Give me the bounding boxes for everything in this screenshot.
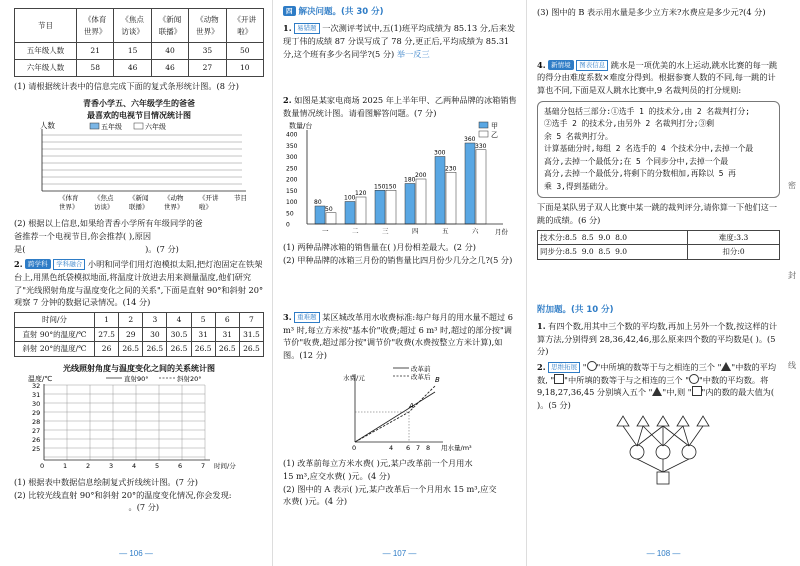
circle-node xyxy=(656,445,670,459)
e1-number: 1. xyxy=(537,320,546,331)
legend-oblique: 斜射20° xyxy=(177,375,202,384)
chart2-ylabel: 温度/℃ xyxy=(28,375,53,384)
bar-乙 xyxy=(386,190,396,224)
bar-乙 xyxy=(446,172,456,224)
bar-甲 xyxy=(345,201,355,224)
ytick: 400 xyxy=(286,131,298,139)
table-cell: 31 xyxy=(215,327,239,342)
chart1-xlabel: 世界》 xyxy=(164,203,184,212)
ytick: 150 xyxy=(286,187,298,195)
square-icon xyxy=(692,386,702,396)
xtick: 4 xyxy=(389,443,394,452)
xtick: 0 xyxy=(352,443,357,452)
bar-乙 xyxy=(326,212,336,223)
chart1-title xyxy=(14,97,264,122)
program-cell: 《开讲 啦》 xyxy=(226,9,263,43)
category-label: 六 xyxy=(472,226,479,235)
chart1-xlabel: 啦》 xyxy=(199,203,212,212)
xtick: 3 xyxy=(109,462,114,471)
q3-number: 3. xyxy=(283,311,292,322)
q1-2-line: 是( )。(7 分) xyxy=(14,243,179,254)
triangle-node xyxy=(677,416,689,426)
q2-text: 如图是某家电商场 2025 年上半年甲、乙两种品牌的冰箱销售数量情况统计图。请看图解答问题。(7 分) xyxy=(283,95,517,118)
triangle-node xyxy=(617,416,629,426)
q3-tag: 重难题 xyxy=(294,312,320,323)
q2-text: 小明和同学们用灯泡模拟太阳,把灯泡固定在铁架台上,用黑色纸袋模拟地面,将温度计放进去用来测量温度,他们研究了"光线照射角度与温度变化之间的关系",下面是直射 90°和斜射 20°观察 7 分钟的数据记录情况。(14 分) xyxy=(14,259,264,308)
m-question-2 xyxy=(283,94,518,119)
table-cell: 26.5 xyxy=(167,342,191,357)
sync-score-cell xyxy=(538,245,688,260)
table-cell: 58 xyxy=(77,60,114,77)
table-cell: 30 xyxy=(143,327,167,342)
table-cell: 30.5 xyxy=(167,327,191,342)
tv-program-table xyxy=(14,8,264,77)
question-1-2 xyxy=(14,217,264,255)
table-cell: 46 xyxy=(151,60,188,77)
margin-mark: 密 xyxy=(788,181,796,190)
q1-2-line: (2) 根据以上信息,如果给青香小学所有年级同学的爸 xyxy=(14,218,203,229)
q2-2-line: 。(7 分) xyxy=(14,502,160,513)
ytick: 28 xyxy=(32,418,41,427)
bar-乙 xyxy=(416,179,426,224)
chart1-xlabel: 《动物 xyxy=(164,194,184,203)
q4-text: 跳水是一项优美的水上运动,跳水比赛的每一跳的得分由难度系数×难度分得到。根据参赛人数的不同,每一跳的计算也不同,下面是双人跳水比赛中,9 名裁判员的打分规则: xyxy=(537,59,778,96)
q4-tag: 新情境 xyxy=(548,60,574,70)
category-label: 二 xyxy=(352,226,359,235)
ytick: 32 xyxy=(32,382,41,391)
q2-tag: 跨学科 xyxy=(25,259,51,269)
table-cell: 26.5 xyxy=(215,342,239,357)
e2-text: 中所填的数等于与之相连的三个 xyxy=(600,362,715,373)
bar-甲 xyxy=(435,156,445,224)
program-cell: 《动物 世界》 xyxy=(189,9,226,43)
e2-number: 2. xyxy=(537,362,546,373)
bar-甲 xyxy=(375,190,385,224)
rule-line: 计算基础分时,每组 2 名选手的 4 个技术分中,去掉一个最 xyxy=(544,144,754,154)
q2-number: 2. xyxy=(283,95,292,106)
chart3-ylabel: 数量/台 xyxy=(289,121,313,130)
question-2 xyxy=(14,258,264,309)
chart4-xlabel: 用水量/m³ xyxy=(441,443,472,452)
table-cell: 26.5 xyxy=(191,342,215,357)
program-cell: 《体育 世界》 xyxy=(77,9,114,43)
time-cell: 2 xyxy=(119,313,143,328)
circle-node xyxy=(630,445,644,459)
q2-tag: 学科融合 xyxy=(53,259,85,270)
xtick: 2 xyxy=(86,462,91,471)
m-q3-1 xyxy=(283,457,518,482)
xtick: 5 xyxy=(155,462,160,471)
table-cell: 15 xyxy=(114,43,151,60)
section-text: 解决问题。(共 30 分) xyxy=(298,7,384,17)
bar-乙 xyxy=(356,197,366,224)
section-icon: 四 xyxy=(283,6,296,16)
page-107 xyxy=(272,0,526,566)
extra-question-1 xyxy=(537,320,780,358)
time-cell: 6 xyxy=(215,313,239,328)
r-q3-3: (3) 图中的 B 表示用水量是多少立方米?水费应是多少元?(4 分) xyxy=(537,7,766,17)
chart1-xlabel: 节目 xyxy=(234,194,247,203)
legend-sixth-swatch xyxy=(134,123,143,129)
triangle-icon xyxy=(721,362,731,371)
row-label: 六年级人数 xyxy=(15,60,77,77)
chart1-xlabel: 世界》 xyxy=(59,203,79,212)
page-108 xyxy=(526,0,800,566)
question-2-1: (1) 根据表中数据信息绘制复式折线统计图。(7 分) xyxy=(14,477,198,488)
row-label: 斜射 20°的温度/℃ xyxy=(15,342,95,357)
rule-line: 基础分包括三部分:①选手 1 的技术分,由 2 名裁判打分; xyxy=(544,106,750,116)
time-cell: 4 xyxy=(167,313,191,328)
page-106 xyxy=(0,0,272,566)
data-label: 150 xyxy=(385,182,397,190)
m-question-1 xyxy=(283,22,518,60)
e2-text: 中数的平均数, xyxy=(537,362,777,385)
ytick: 29 xyxy=(32,409,41,418)
margin-mark: 封 xyxy=(788,271,796,280)
fridge-sales-bar-chart xyxy=(283,120,519,238)
triangle-node xyxy=(637,416,649,426)
ytick: 100 xyxy=(286,198,298,206)
triangle-node xyxy=(657,416,669,426)
page-number: — 106 — xyxy=(119,548,153,558)
q1-text: 一次测评考试中,五(1)班平均成绩为 85.13 分,后来发现丁伟的成绩 87 分误写成了 78 分,更正后,平均成绩为 85.31 分,这个班有多少名同学?(5 分) xyxy=(283,23,516,59)
bar-甲 xyxy=(465,143,475,224)
xtick: 6 xyxy=(406,443,411,452)
bar-乙 xyxy=(476,149,486,223)
rule-line: 高分,去掉一个最低分;在 5 个同步分中,去掉一个最 xyxy=(544,156,729,166)
q2-number: 2. xyxy=(14,259,23,270)
table-cell: 10 xyxy=(226,60,263,77)
e2-text: 内的数的最大值为( )。(5 分) xyxy=(537,387,775,411)
row-label: 直射 90°的温度/℃ xyxy=(15,327,95,342)
xtick: 7 xyxy=(416,443,421,452)
table-cell: 26 xyxy=(95,342,119,357)
ytick: 26 xyxy=(32,436,41,445)
e2-text: 中数的平均数。将 9,18,27,36,45 分别填入五个 xyxy=(537,374,769,398)
ytick: 25 xyxy=(32,445,41,454)
deduction-cell: 扣分:0 xyxy=(688,245,780,260)
time-cell: 5 xyxy=(191,313,215,328)
data-label: 50 xyxy=(325,205,333,213)
xtick: 6 xyxy=(178,462,183,471)
rule-line: 乘 3,得到基础分。 xyxy=(544,181,613,191)
tech-score-values: 8.5 8.5 9.0 8.0 xyxy=(565,232,628,242)
data-label: 200 xyxy=(415,171,427,179)
chart1-xlabel: 《体育 xyxy=(59,194,79,203)
xtick: 0 xyxy=(40,462,45,471)
triangle-icon xyxy=(652,387,662,396)
data-label: 330 xyxy=(475,142,487,150)
table-cell: 29 xyxy=(119,327,143,342)
circle-icon xyxy=(587,361,597,371)
temperature-table xyxy=(14,312,264,357)
data-label: 360 xyxy=(464,135,476,143)
m-question-3 xyxy=(283,311,518,362)
chart2-grid xyxy=(44,385,205,460)
q3-2-line: (2) 图中的 A 表示( )元,某户改革后一个月用水 15 m³,应交 xyxy=(283,483,497,494)
margin-mark: 线 xyxy=(788,361,796,370)
legend-direct: 直射90° xyxy=(124,375,149,384)
scoring-rules-box xyxy=(537,101,780,198)
score-table xyxy=(537,230,780,260)
difficulty-cell: 难度:3.3 xyxy=(688,230,780,245)
table-cell: 50 xyxy=(226,43,263,60)
table-cell: 27 xyxy=(189,60,226,77)
page-number: — 108 — xyxy=(646,548,681,558)
blank-bar-chart xyxy=(14,121,264,213)
question-2-2 xyxy=(14,489,264,514)
program-cell: 《焦点 访谈》 xyxy=(114,9,151,43)
table-cell: 26.5 xyxy=(143,342,167,357)
m-q3-2 xyxy=(283,483,518,508)
chart1-xlabel: 联播》 xyxy=(129,203,149,212)
question-1-1: (1) 请根据统计表中的信息完成下面的复式条形统计图。(8 分) xyxy=(14,81,239,91)
square-icon xyxy=(554,374,564,384)
table-cell: 21 xyxy=(77,43,114,60)
table-cell: 31 xyxy=(191,327,215,342)
extra-question-2: 2. 思维拓展 " "中所填的数等于与之相连的三个 " "中数的平均数, " "中所填的数等于与之相连的三个 " "中数的平均数。将 9,18,27,36,45 分别填入五个 " "中,则 " "内的数的最大值为( )。(5 分) xyxy=(537,362,777,411)
legend-yi: 乙 xyxy=(491,130,498,139)
table-cell: 46 xyxy=(114,60,151,77)
xtick: 8 xyxy=(426,443,431,452)
q1-2-line: 爸推荐一个电视节目,你会推荐( ),原因 xyxy=(14,230,152,241)
ytick: 50 xyxy=(286,209,294,217)
data-label: 300 xyxy=(434,149,446,157)
xtick: 7 xyxy=(201,462,206,471)
ytick: 0 xyxy=(286,221,290,229)
data-label: 180 xyxy=(404,176,416,184)
e2-tag: 思维拓展 xyxy=(548,362,580,373)
time-cell: 3 xyxy=(143,313,167,328)
chart2-xlabel: 时间/分 xyxy=(214,462,236,471)
chart1-xlabel: 《新闻 xyxy=(129,194,149,203)
chart4-ylabel: 水费/元 xyxy=(343,373,365,382)
time-cell: 1 xyxy=(95,313,119,328)
ytick: 250 xyxy=(286,164,298,172)
chart1-grid xyxy=(42,135,242,184)
point-b: B xyxy=(435,375,440,384)
data-label: 230 xyxy=(445,164,457,172)
line-before xyxy=(355,392,435,442)
q4-tag: 图表信息 xyxy=(576,60,608,71)
ytick: 300 xyxy=(286,153,298,161)
rule-line: 高分,去掉一个最低分,将剩下的分数相加,再除以 5 再 xyxy=(544,169,736,179)
row-label: 五年级人数 xyxy=(15,43,77,60)
shape-network-diagram xyxy=(537,412,781,488)
legend-before: 改革前 xyxy=(411,364,431,373)
table-cell: 35 xyxy=(189,43,226,60)
legend-jia-swatch xyxy=(479,122,488,128)
ytick: 30 xyxy=(32,400,41,409)
bar-甲 xyxy=(315,206,325,224)
ytick: 200 xyxy=(286,176,298,184)
q3-text: 某区城改革用水收费标准:每户每月的用水量不超过 6 m³ 时,每立方米按"基本价"收费;超过 6 m³ 时,超过的部分按"调节价"收费,超过部分按"调节价"收费(水费按整立方米计算),如图。(12 分) xyxy=(283,311,513,360)
program-cell: 《新闻 联播》 xyxy=(151,9,188,43)
category-label: 一 xyxy=(322,226,329,235)
circle-node xyxy=(682,445,696,459)
e2-text: 中所填的数等于与之相连的三个 xyxy=(567,374,683,385)
tech-score-label: 技术分: xyxy=(540,232,566,242)
legend-sixth: 六年级 xyxy=(145,123,166,132)
page-number: — 107 — xyxy=(382,548,417,558)
q4-task: 下面是某队男子双人比赛中某一跳的裁判评分,请你算一下他们这一跳的成绩。(6 分) xyxy=(537,202,778,225)
legend-fifth: 五年级 xyxy=(101,123,122,132)
ytick: 31 xyxy=(32,391,41,400)
xtick: 1 xyxy=(63,462,68,471)
m-q2-2: (2) 甲种品牌的冰箱三月份的销售量比四月份少几分之几?(5 分) xyxy=(283,255,513,266)
data-label: 120 xyxy=(355,189,367,197)
chart1-ylabel: 人数 xyxy=(40,121,55,131)
r-question-4 xyxy=(537,59,780,97)
ytick: 27 xyxy=(32,427,41,436)
chart1-title-line1: 青香小学五、六年级学生的爸爸 xyxy=(83,97,195,108)
sync-score-label: 同步分: xyxy=(540,247,566,257)
m-q2-1: (1) 两种品牌冰箱的销售量在( )月份相差最大。(2 分) xyxy=(283,242,476,253)
point-a: A xyxy=(409,401,414,410)
line-after xyxy=(355,386,435,442)
legend-yi-swatch xyxy=(479,131,488,137)
table-cell: 26.5 xyxy=(239,342,263,357)
legend-fifth-swatch xyxy=(90,123,99,129)
chart2-title: 光线照射角度与温度变化之间的关系统计图 xyxy=(63,362,215,373)
q1-number: 1. xyxy=(283,23,292,34)
table-header-cell: 时间/分 xyxy=(15,313,95,328)
rule-line: ②选手 2 的技术分,由另外 2 名裁判打分;③剩 xyxy=(544,119,715,129)
chart1-xlabel: 《开讲 xyxy=(199,194,219,203)
practice-link[interactable]: 举一反三 xyxy=(396,48,430,59)
section-title xyxy=(283,6,518,19)
chart1-xlabel: 《焦点 xyxy=(94,194,114,203)
table-cell: 31.5 xyxy=(239,327,263,342)
legend-jia: 甲 xyxy=(491,121,498,130)
tech-score-cell xyxy=(538,230,688,245)
water-fee-chart xyxy=(283,362,519,454)
time-cell: 7 xyxy=(239,313,263,328)
data-label: 100 xyxy=(344,194,356,202)
table-header-cell: 节目 xyxy=(15,9,77,43)
ytick: 350 xyxy=(286,142,298,150)
chart1-title-line2: 最喜欢的电视节目情况统计图 xyxy=(87,110,191,121)
triangle-node xyxy=(697,416,709,426)
square-node xyxy=(657,472,669,484)
e2-text: 中,则 xyxy=(666,387,686,398)
q3-1-line: 15 m³,应交水费( )元。(4 分) xyxy=(283,471,391,482)
table-cell: 40 xyxy=(151,43,188,60)
q3-2-line: 水费( )元。(4 分) xyxy=(283,496,348,507)
chart1-xlabel: 访谈》 xyxy=(94,203,114,212)
rule-line: 余 5 名裁判打分。 xyxy=(544,131,613,141)
category-label: 四 xyxy=(412,226,419,235)
sync-score-values: 8.5 9.0 8.5 9.0 xyxy=(565,247,628,257)
q4-number: 4. xyxy=(537,59,546,70)
circle-icon xyxy=(689,374,699,384)
xtick: 4 xyxy=(132,462,137,471)
q3-1-line: (1) 改革前每立方米水费( )元,某户改革前一个月用水 xyxy=(283,458,473,469)
category-label: 五 xyxy=(442,226,449,235)
data-label: 80 xyxy=(314,198,322,206)
legend-after: 改革后 xyxy=(411,372,431,381)
blank-line-chart xyxy=(14,374,264,472)
e1-text: 有四个数,用其中三个数的平均数,再加上另外一个数,按这样的计算方法,分别得到 28,36,42,46,那么原来四个数的平均数是( )。(5 分) xyxy=(537,320,778,357)
bar-甲 xyxy=(405,183,415,224)
table-cell: 27.5 xyxy=(95,327,119,342)
extra-section-title: 附加题。(共 10 分) xyxy=(537,304,614,315)
q2-2-line: (2) 比较光线直射 90°和斜射 20°的温度变化情况,你会发现: xyxy=(14,489,232,500)
table-cell: 26.5 xyxy=(119,342,143,357)
data-label: 150 xyxy=(374,182,386,190)
q1-tag: 易错题 xyxy=(294,23,320,34)
chart3-xlabel: 月份 xyxy=(495,227,508,236)
category-label: 三 xyxy=(382,226,389,235)
